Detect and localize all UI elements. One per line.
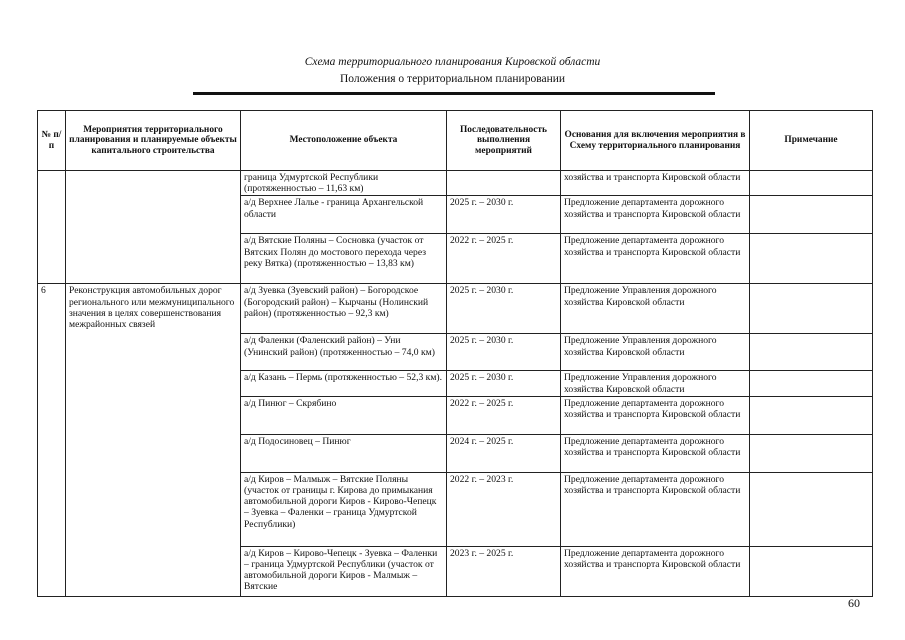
location-cell: а/д Верхнее Лалье - граница Архангельской области <box>241 196 447 234</box>
note-cell <box>750 371 873 396</box>
basis-cell: Предложение департамента дорожного хозяйства и транспорта Кировской области <box>561 546 750 596</box>
table-row <box>38 284 873 334</box>
location-cell: а/д Пинюг – Скрябино <box>241 396 447 434</box>
basis-cell: Предложение Управления дорожного хозяйства Кировской области <box>561 284 750 334</box>
activity-cell <box>66 171 241 284</box>
col-header-sequence: Последовательность выполнения мероприятий <box>447 111 561 171</box>
col-header-number: № п/п <box>38 111 66 171</box>
date-cell: 2023 г. – 2025 г. <box>447 546 561 596</box>
basis-cell: хозяйства и транспорта Кировской области <box>561 171 750 196</box>
location-cell: граница Удмуртской Республики (протяженностью – 11,63 км) <box>241 171 447 196</box>
note-cell <box>750 334 873 371</box>
date-cell <box>447 171 561 196</box>
basis-cell: Предложение Управления дорожного хозяйства Кировской области <box>561 371 750 396</box>
location-cell: а/д Зуевка (Зуевский район) – Богородское (Богородский район) – Кырчаны (Нолинский район) (протяженностью – 92,3 км) <box>241 284 447 334</box>
location-cell: а/д Подосиновец – Пинюг <box>241 434 447 472</box>
note-cell <box>750 472 873 546</box>
basis-cell: Предложение департамента дорожного хозяйства и транспорта Кировской области <box>561 234 750 284</box>
activity-cell: Реконструкция автомобильных дорог регионального или межмуниципального значения в целях совершенствования межрайонных связей <box>66 284 241 596</box>
note-cell <box>750 171 873 196</box>
location-cell: а/д Фаленки (Фаленский район) – Уни (Унинский район) (протяженностью – 74,0 км) <box>241 334 447 371</box>
date-cell: 2022 г. – 2023 г. <box>447 472 561 546</box>
date-cell: 2025 г. – 2030 г. <box>447 371 561 396</box>
location-cell: а/д Киров – Кирово-Чепецк - Зуевка – Фаленки – граница Удмуртской Республики (участок от автомобильной дороги Киров - Малмыж – Вятские <box>241 546 447 596</box>
header-rule <box>193 92 715 95</box>
basis-cell: Предложение Управления дорожного хозяйства Кировской области <box>561 334 750 371</box>
planning-table <box>37 110 873 597</box>
page-number: 60 <box>848 596 860 610</box>
document-header-subtitle: Положения о территориальном планировании <box>339 73 566 85</box>
date-cell: 2022 г. – 2025 г. <box>447 396 561 434</box>
date-cell: 2024 г. – 2025 г. <box>447 434 561 472</box>
number-cell: 6 <box>38 284 66 596</box>
col-header-note: Примечание <box>750 111 873 171</box>
basis-cell: Предложение департамента дорожного хозяйства и транспорта Кировской области <box>561 434 750 472</box>
table-row <box>38 171 873 196</box>
basis-cell: Предложение департамента дорожного хозяйства и транспорта Кировской области <box>561 472 750 546</box>
table-header-row <box>38 111 873 171</box>
date-cell: 2025 г. – 2030 г. <box>447 284 561 334</box>
note-cell <box>750 546 873 596</box>
date-cell: 2025 г. – 2030 г. <box>447 334 561 371</box>
note-cell <box>750 234 873 284</box>
location-cell: а/д Киров – Малмыж – Вятские Поляны (участок от границы г. Кирова до примыкания автомобильной дороги Киров - Кирово-Чепецк – Зуевка – Фаленки – граница Удмуртской Республики) <box>241 472 447 546</box>
basis-cell: Предложение департамента дорожного хозяйства и транспорта Кировской области <box>561 196 750 234</box>
basis-cell: Предложение департамента дорожного хозяйства и транспорта Кировской области <box>561 396 750 434</box>
document-header-title: Схема территориального планирования Кировской области <box>304 56 601 68</box>
note-cell <box>750 196 873 234</box>
col-header-activity: Мероприятия территориального планирования и планируемые объекты капитального строительства <box>66 111 241 171</box>
col-header-location: Местоположение объекта <box>241 111 447 171</box>
date-cell: 2022 г. – 2025 г. <box>447 234 561 284</box>
note-cell <box>750 434 873 472</box>
location-cell: а/д Казань – Пермь (протяженностью – 52,3 км). <box>241 371 447 396</box>
col-header-basis: Основания для включения мероприятия в Схему территориального планирования <box>561 111 750 171</box>
note-cell <box>750 396 873 434</box>
date-cell: 2025 г. – 2030 г. <box>447 196 561 234</box>
location-cell: а/д Вятские Поляны – Сосновка (участок от Вятских Полян до мостового перехода через реку Вятка) (протяженностью – 13,83 км) <box>241 234 447 284</box>
note-cell <box>750 284 873 334</box>
number-cell <box>38 171 66 284</box>
